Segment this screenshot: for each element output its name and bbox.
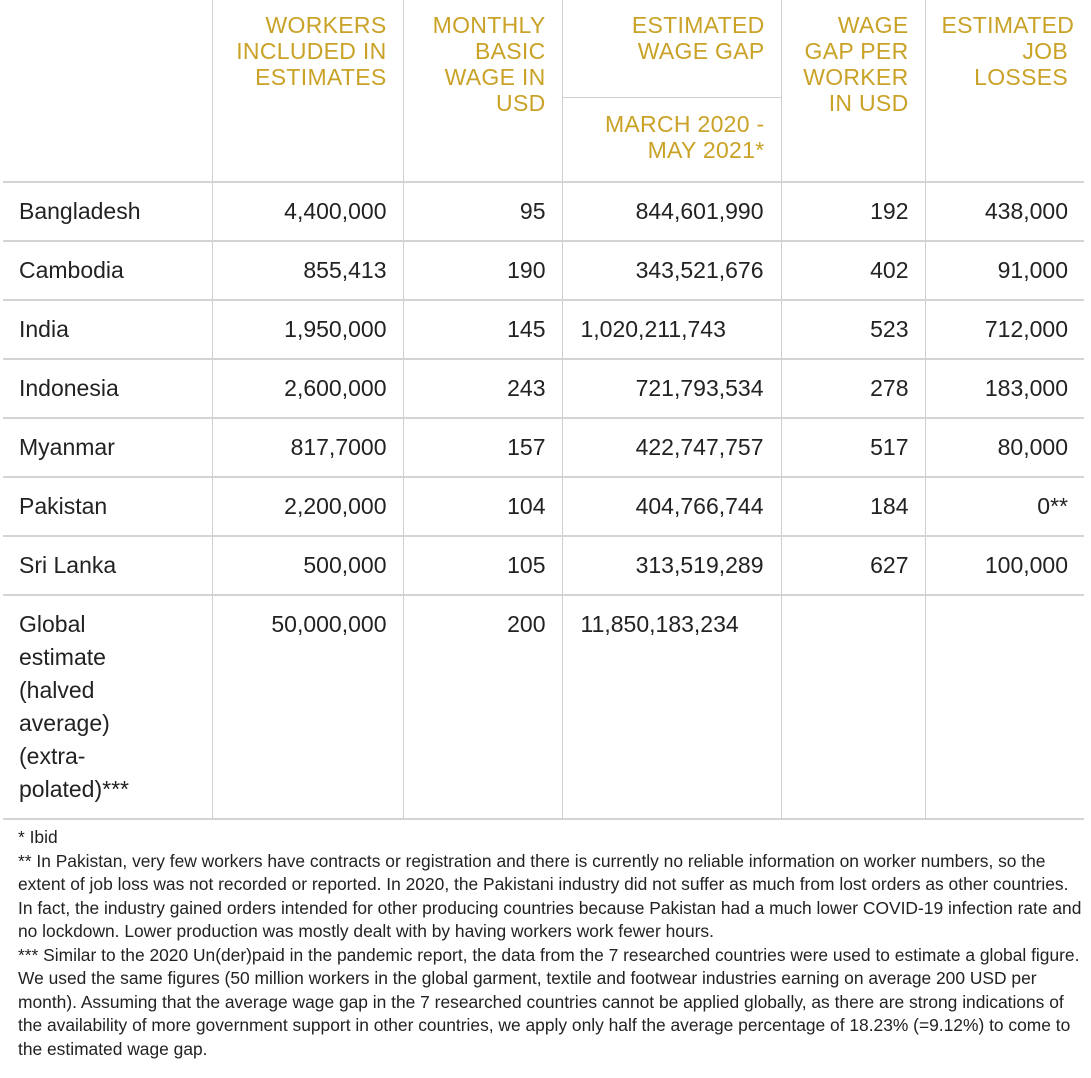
per-worker-cell: 278 (781, 359, 925, 418)
wage-cell: 190 (403, 241, 562, 300)
workers-cell: 1,950,000 (212, 300, 403, 359)
wage-gap-table (3, 0, 1084, 820)
per-worker-cell: 517 (781, 418, 925, 477)
table-row (3, 536, 1084, 595)
gap-value: 1,020,211,743 (580, 316, 726, 342)
gap-cell (562, 300, 781, 359)
table-row (3, 300, 1084, 359)
per-worker-cell (781, 595, 925, 819)
losses-cell: 80,000 (925, 418, 1084, 477)
header-gap-period: MARCH 2020 - MAY 2021* (562, 97, 781, 182)
global-estimate-row (3, 595, 1084, 819)
wage-cell: 157 (403, 418, 562, 477)
country-cell: Bangladesh (3, 182, 212, 241)
table-row (3, 182, 1084, 241)
losses-cell: 91,000 (925, 241, 1084, 300)
losses-cell (925, 595, 1084, 819)
per-worker-cell: 184 (781, 477, 925, 536)
gap-cell (562, 418, 781, 477)
table-row (3, 477, 1084, 536)
wage-cell: 145 (403, 300, 562, 359)
table-row (3, 418, 1084, 477)
footnote-global: *** Similar to the 2020 Un(der)paid in the pandemic report, the data from the 7 researched countries were used to estimate a global figure. We used the same figures (50 million workers in the global garment, textile and footwear industries earning on average 200 USD per month). Assuming that the average wage gap in the 7 researched countries cannot be applied globally, as there are strong indications of the availability of more government support in other countries, we apply only half the average percentage of 18.23% (=9.12%) to come to the estimated wage gap. (18, 944, 1080, 1059)
gap-value: 11,850,183,234 (580, 611, 739, 637)
global-label-line: polated)*** (19, 776, 129, 802)
wage-cell: 243 (403, 359, 562, 418)
losses-cell: 712,000 (925, 300, 1084, 359)
workers-cell: 2,600,000 (212, 359, 403, 418)
workers-cell: 855,413 (212, 241, 403, 300)
workers-cell: 817,7000 (212, 418, 403, 477)
header-job-losses: ESTIMATED JOB LOSSES (925, 0, 1084, 182)
country-cell: Cambodia (3, 241, 212, 300)
table-row (3, 359, 1084, 418)
header-corner (3, 0, 212, 182)
workers-cell: 500,000 (212, 536, 403, 595)
gap-cell (562, 359, 781, 418)
footnote-pakistan: ** In Pakistan, very few workers have contracts or registration and there is currently no reliable information on worker numbers, so the extent of job loss was not recorded or reported. In 2020, the Pakistani industry did not suffer as much from lost orders as other countries. In fact, the industry gained orders intended for other producing countries because Pakistan had a much lower COVID-19 infection rate and no lockdown. Lower production was mostly dealt with by having workers work fewer hours. (18, 850, 1082, 941)
gap-cell (562, 182, 781, 241)
gap-cell (562, 477, 781, 536)
header-gap-per-worker: WAGE GAP PER WORKER IN USD (781, 0, 925, 182)
per-worker-cell: 192 (781, 182, 925, 241)
header-wage: MONTHLY BASIC WAGE IN USD (403, 0, 562, 182)
country-cell: Indonesia (3, 359, 212, 418)
country-cell: Pakistan (3, 477, 212, 536)
per-worker-cell: 402 (781, 241, 925, 300)
losses-cell: 183,000 (925, 359, 1084, 418)
gap-cell (562, 536, 781, 595)
global-label-line: Global (19, 611, 86, 637)
global-label-line: (extra- (19, 743, 86, 769)
gap-cell (562, 241, 781, 300)
wage-cell: 95 (403, 182, 562, 241)
per-worker-cell: 627 (781, 536, 925, 595)
gap-value: 313,519,289 (635, 552, 764, 578)
losses-cell: 100,000 (925, 536, 1084, 595)
footnotes (18, 826, 1083, 1061)
wage-cell: 105 (403, 536, 562, 595)
gap-value: 721,793,534 (635, 375, 764, 401)
header-workers: WORKERS INCLUDED IN ESTIMATES (212, 0, 403, 182)
footnote-ibid: * Ibid (18, 827, 58, 847)
workers-cell: 50,000,000 (212, 595, 403, 819)
country-cell: India (3, 300, 212, 359)
global-label-line: estimate (19, 644, 106, 670)
gap-value: 404,766,744 (635, 493, 764, 519)
workers-cell: 2,200,000 (212, 477, 403, 536)
gap-value: 844,601,990 (635, 198, 764, 224)
losses-cell: 0** (925, 477, 1084, 536)
gap-value: 422,747,757 (635, 434, 764, 460)
wage-cell: 104 (403, 477, 562, 536)
workers-cell: 4,400,000 (212, 182, 403, 241)
gap-value: 343,521,676 (635, 257, 764, 283)
country-cell: Sri Lanka (3, 536, 212, 595)
country-cell: Myanmar (3, 418, 212, 477)
header-gap: ESTIMATED WAGE GAP (562, 0, 781, 97)
global-label-line: average) (19, 710, 110, 736)
global-label-cell (3, 595, 212, 819)
global-label-line: (halved (19, 677, 95, 703)
wage-cell: 200 (403, 595, 562, 819)
losses-cell: 438,000 (925, 182, 1084, 241)
table-row (3, 241, 1084, 300)
per-worker-cell: 523 (781, 300, 925, 359)
gap-cell (562, 595, 781, 819)
